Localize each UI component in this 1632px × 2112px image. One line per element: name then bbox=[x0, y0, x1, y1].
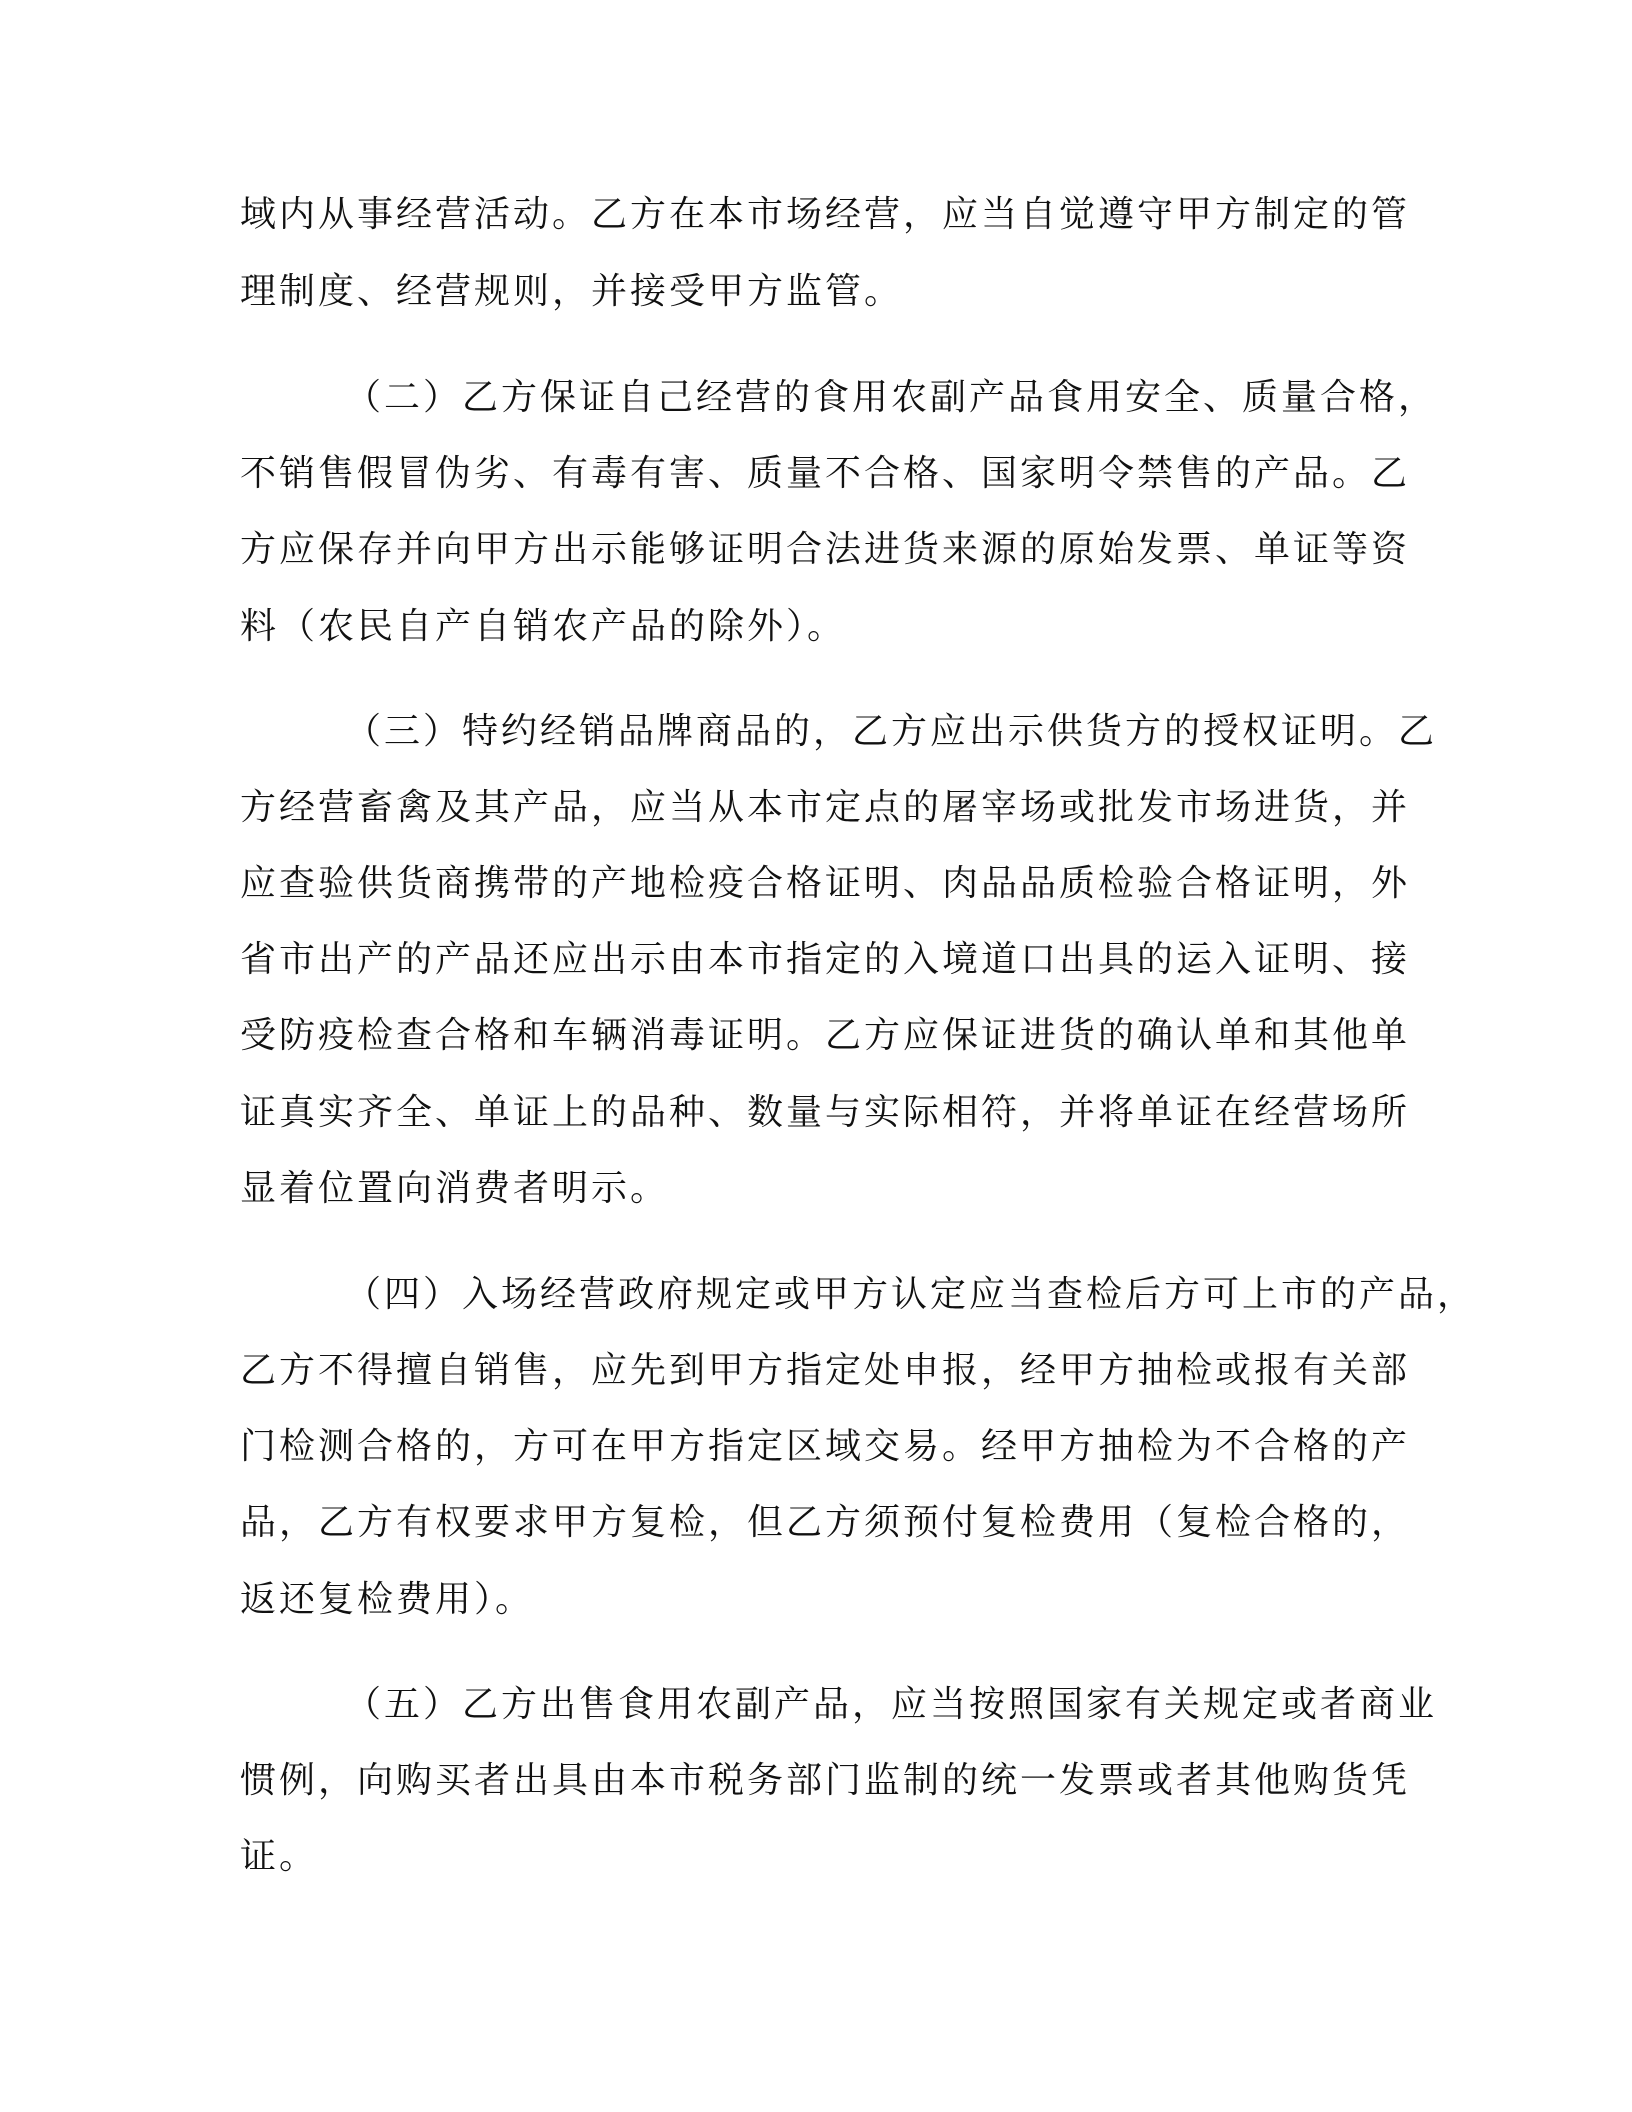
paragraph-5-first-line: （五）乙方出售食用农副产品，应当按照国家有关规定或者商业 bbox=[345, 1684, 1438, 1725]
text-line: 方经营畜禽及其产品，应当从本市定点的屠宰场或批发市场进货，并 bbox=[240, 787, 1411, 828]
paragraph-2-first-line: （二）乙方保证自己经营的食用农副产品食用安全、质量合格， bbox=[345, 377, 1438, 418]
paragraph-4-first-line: （四）入场经营政府规定或甲方认定应当查检后方可上市的产品， bbox=[345, 1274, 1477, 1315]
text-line: 域内从事经营活动。乙方在本市场经营，应当自觉遵守甲方制定的管 bbox=[240, 194, 1411, 235]
text-line: 省市出产的产品还应出示由本市指定的入境道口出具的运入证明、接 bbox=[240, 939, 1411, 980]
text-line: 惯例，向购买者出具由本市税务部门监制的统一发票或者其他购货凭 bbox=[240, 1760, 1411, 1801]
text-line: 理制度、经营规则，并接受甲方监管。 bbox=[240, 271, 904, 312]
text-line: 门检测合格的，方可在甲方指定区域交易。经甲方抽检为不合格的产 bbox=[240, 1426, 1411, 1467]
text-line: 品，乙方有权要求甲方复检，但乙方须预付复检费用（复检合格的， bbox=[240, 1502, 1411, 1543]
text-line: 料（农民自产自销农产品的除外）。 bbox=[240, 606, 847, 647]
text-line: 证真实齐全、单证上的品种、数量与实际相符，并将单证在经营场所 bbox=[240, 1092, 1411, 1133]
text-line: 证。 bbox=[240, 1836, 319, 1877]
text-line: 应查验供货商携带的产地检疫合格证明、肉品品质检验合格证明，外 bbox=[240, 863, 1411, 904]
text-line: 返还复检费用）。 bbox=[240, 1579, 535, 1620]
text-line: 方应保存并向甲方出示能够证明合法进货来源的原始发票、单证等资 bbox=[240, 529, 1411, 570]
paragraph-3-first-line: （三）特约经销品牌商品的，乙方应出示供货方的授权证明。乙 bbox=[345, 711, 1438, 752]
text-line: 乙方不得擅自销售，应先到甲方指定处申报，经甲方抽检或报有关部 bbox=[240, 1350, 1411, 1391]
text-line: 受防疫检查合格和车辆消毒证明。乙方应保证进货的确认单和其他单 bbox=[240, 1015, 1411, 1056]
text-line: 不销售假冒伪劣、有毒有害、质量不合格、国家明令禁售的产品。乙 bbox=[240, 453, 1411, 494]
text-line: 显着位置向消费者明示。 bbox=[240, 1168, 670, 1209]
